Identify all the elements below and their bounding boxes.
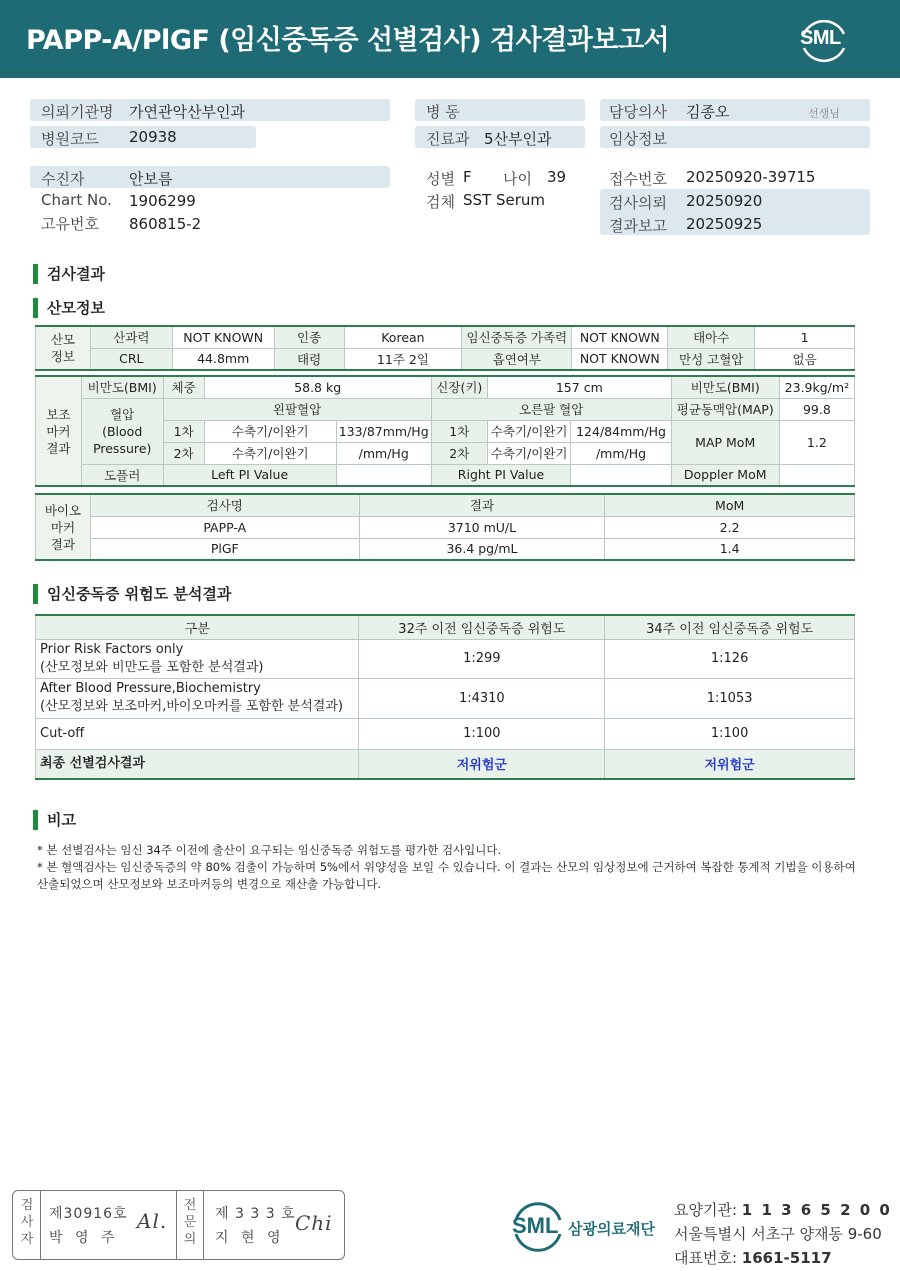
sml-logo-text: SML (800, 27, 841, 49)
maternal-side-label: 산모 정보 (36, 326, 91, 370)
cell (571, 464, 671, 486)
cell: 오른팔 혈압 (431, 398, 671, 420)
cell: 2차 (163, 442, 204, 464)
sml-logo-icon (796, 14, 852, 66)
cell: 2.2 (605, 516, 855, 538)
signature-box (12, 1190, 345, 1260)
cell: 태아수 (668, 326, 755, 348)
note-line: * 본 혈액검사는 임신중독증의 약 80% 검출이 가능하며 5%에서 위양성을 보일 수 있습니다. 이 결과는 산모의 임상정보에 근거하여 복잡한 통계적 기법을 이용하여 산출되었으며 산모정보와 보조마커등의 변경으로 재산출 가능합니다. (37, 860, 856, 891)
expert-signature: Chi (295, 1211, 333, 1235)
cell: 수축기/이완기 (487, 420, 570, 442)
cell: 1:1053 (605, 678, 855, 718)
cell: 1:100 (605, 718, 855, 749)
divider (176, 1191, 177, 1259)
cell: 36.4 pg/mL (359, 538, 605, 560)
cell (779, 464, 854, 486)
final-result-label: 최종 선별검사결과 (36, 749, 359, 779)
cell: 1:100 (359, 718, 605, 749)
cell: NOT KNOWN (572, 348, 668, 370)
cell: 산과력 (90, 326, 172, 348)
cell: 임신중독증 가족력 (462, 326, 572, 348)
cell: 신장(키) (431, 376, 487, 398)
cell: NOT KNOWN (172, 326, 274, 348)
cell: 124/84mm/Hg (571, 420, 671, 442)
tester-name: 박 영 주 (49, 1230, 119, 1246)
cell: /mm/Hg (571, 442, 671, 464)
footer-logo-text: SML (512, 1213, 559, 1238)
request-value: 20250920 (686, 192, 763, 210)
cell: Korean (344, 326, 462, 348)
id-label: 고유번호 (41, 215, 99, 233)
cell: /mm/Hg (336, 442, 431, 464)
age-value: 39 (547, 168, 567, 186)
final-result-34: 저위험군 (605, 749, 855, 779)
id-value: 860815-2 (129, 215, 202, 233)
chart-label: Chart No. (41, 191, 112, 209)
doctor-suffix: 선생님 (808, 107, 840, 120)
section-result-title: 검사결과 (33, 264, 105, 284)
tester-signature: Al. (137, 1209, 168, 1233)
cell: 체중 (163, 376, 204, 398)
cell: 흡연여부 (462, 348, 572, 370)
cell: 평균동맥압(MAP) (671, 398, 779, 420)
cell: 1:4310 (359, 678, 605, 718)
dept-label: 진료과 (426, 130, 470, 148)
cell: 1 (755, 326, 855, 348)
cell: 23.9kg/m² (779, 376, 854, 398)
cell: 없음 (755, 348, 855, 370)
hospital-code-label: 병원코드 (41, 130, 99, 148)
section-maternal-title: 산모정보 (33, 298, 105, 318)
cell (336, 464, 431, 486)
cell: 태령 (274, 348, 344, 370)
cell: Doppler MoM (671, 464, 779, 486)
cell: 11주 2일 (344, 348, 462, 370)
report-date-value: 20250925 (686, 215, 763, 233)
cell: 구분 (36, 615, 359, 639)
section-risk-title: 임신중독증 위험도 분석결과 (33, 584, 231, 604)
cell: 비만도(BMI) (81, 376, 163, 398)
cell: PAPP-A (90, 516, 359, 538)
cell: 1차 (163, 420, 204, 442)
tester-vertical-label: 검 사 자 (20, 1198, 34, 1247)
cell: 검사명 (90, 494, 359, 516)
footer-org-name: 삼광의료재단 (568, 1220, 655, 1238)
doctor-label: 담당의사 (609, 103, 667, 121)
ward-label: 병 동 (426, 103, 460, 121)
cell: 인종 (274, 326, 344, 348)
report-header (0, 0, 900, 78)
patient-value: 안보름 (129, 170, 173, 188)
biomarker-table (35, 493, 855, 561)
expert-name: 지 현 영 (215, 1230, 285, 1246)
cell: 1.2 (779, 420, 854, 464)
report-title: PAPP-A/PlGF (임신중독증 선별검사) 검사결과보고서 (26, 25, 670, 56)
care-label: 요양기관: (674, 1201, 738, 1219)
expert-number: 제 3 3 3 호 (215, 1206, 296, 1222)
cell: Cut-off (36, 718, 359, 749)
institution-value: 가연관악산부인과 (129, 103, 245, 121)
cell: Right PI Value (431, 464, 571, 486)
cell: 수축기/이완기 (487, 442, 570, 464)
report-date-label: 결과보고 (609, 217, 667, 235)
cell: 133/87mm/Hg (336, 420, 431, 442)
cell: 만성 고혈압 (668, 348, 755, 370)
cell: 34주 이전 임신중독증 위험도 (605, 615, 855, 639)
remarks-notes (37, 842, 857, 893)
clinical-label: 임상정보 (609, 130, 667, 148)
note-line: * 본 선별검사는 임신 34주 이전에 출산이 요구되는 임신중독증 위험도를 평가한 검사입니다. (37, 843, 502, 857)
cell: 1:299 (359, 639, 605, 678)
receipt-value: 20250920-39715 (686, 168, 816, 186)
cell: Left PI Value (163, 464, 336, 486)
footer-info (674, 1198, 892, 1270)
final-result-32: 저위험군 (359, 749, 605, 779)
specimen-label: 검체 (426, 193, 455, 211)
chart-value: 1906299 (129, 192, 196, 210)
age-label: 나이 (503, 170, 532, 188)
dept-value: 5산부인과 (484, 130, 552, 148)
sex-label: 성별 (426, 170, 455, 188)
aux-marker-table (35, 375, 855, 487)
cell: 3710 mU/L (359, 516, 605, 538)
phone-number: 1661-5117 (741, 1249, 832, 1267)
cell: After Blood Pressure,Biochemistry (산모정보와 보조마커,바이오마커를 포함한 분석결과) (36, 678, 359, 718)
patient-label: 수진자 (41, 170, 85, 188)
cell: 58.8 kg (204, 376, 431, 398)
cell: Prior Risk Factors only (산모정보와 비만도를 포함한 분석결과) (36, 639, 359, 678)
cell: 수축기/이완기 (204, 442, 336, 464)
risk-table (35, 614, 855, 780)
cell: NOT KNOWN (572, 326, 668, 348)
expert-vertical-label: 전 문 의 (183, 1198, 197, 1247)
cell: 32주 이전 임신중독증 위험도 (359, 615, 605, 639)
cell: MAP MoM (671, 420, 779, 464)
maternal-table (35, 325, 855, 371)
bio-side-label: 바이오 마커 결과 (36, 494, 91, 560)
sex-value: F (463, 168, 472, 186)
cell: CRL (90, 348, 172, 370)
cell: 비만도(BMI) (671, 376, 779, 398)
cell: 도플러 (81, 464, 163, 486)
hospital-code-value: 20938 (129, 128, 177, 146)
cell: 1:126 (605, 639, 855, 678)
request-label: 검사의뢰 (609, 194, 667, 212)
phone-label: 대표번호: (674, 1249, 738, 1267)
care-number: 1 1 3 6 5 2 0 0 (741, 1201, 892, 1219)
institution-label: 의뢰기관명 (41, 103, 114, 121)
receipt-label: 접수번호 (609, 170, 667, 188)
section-remarks-title: 비고 (33, 810, 76, 830)
cell: 99.8 (779, 398, 854, 420)
cell: 혈압 (Blood Pressure) (81, 398, 163, 464)
cell: 1.4 (605, 538, 855, 560)
cell: 결과 (359, 494, 605, 516)
cell: 2차 (431, 442, 487, 464)
cell: 수축기/이완기 (204, 420, 336, 442)
cell: PlGF (90, 538, 359, 560)
tester-number: 제30916호 (49, 1206, 128, 1222)
cell: 왼팔혈압 (163, 398, 431, 420)
cell: MoM (605, 494, 855, 516)
divider (203, 1191, 204, 1259)
doctor-value: 김종오 (686, 103, 730, 121)
cell: 157 cm (487, 376, 671, 398)
divider (40, 1191, 41, 1259)
cell: 1차 (431, 420, 487, 442)
specimen-value: SST Serum (463, 191, 546, 209)
address: 서울특별시 서초구 양재동 9-60 (674, 1225, 882, 1243)
cell: 44.8mm (172, 348, 274, 370)
aux-side-label: 보조 마커 결과 (36, 376, 82, 486)
